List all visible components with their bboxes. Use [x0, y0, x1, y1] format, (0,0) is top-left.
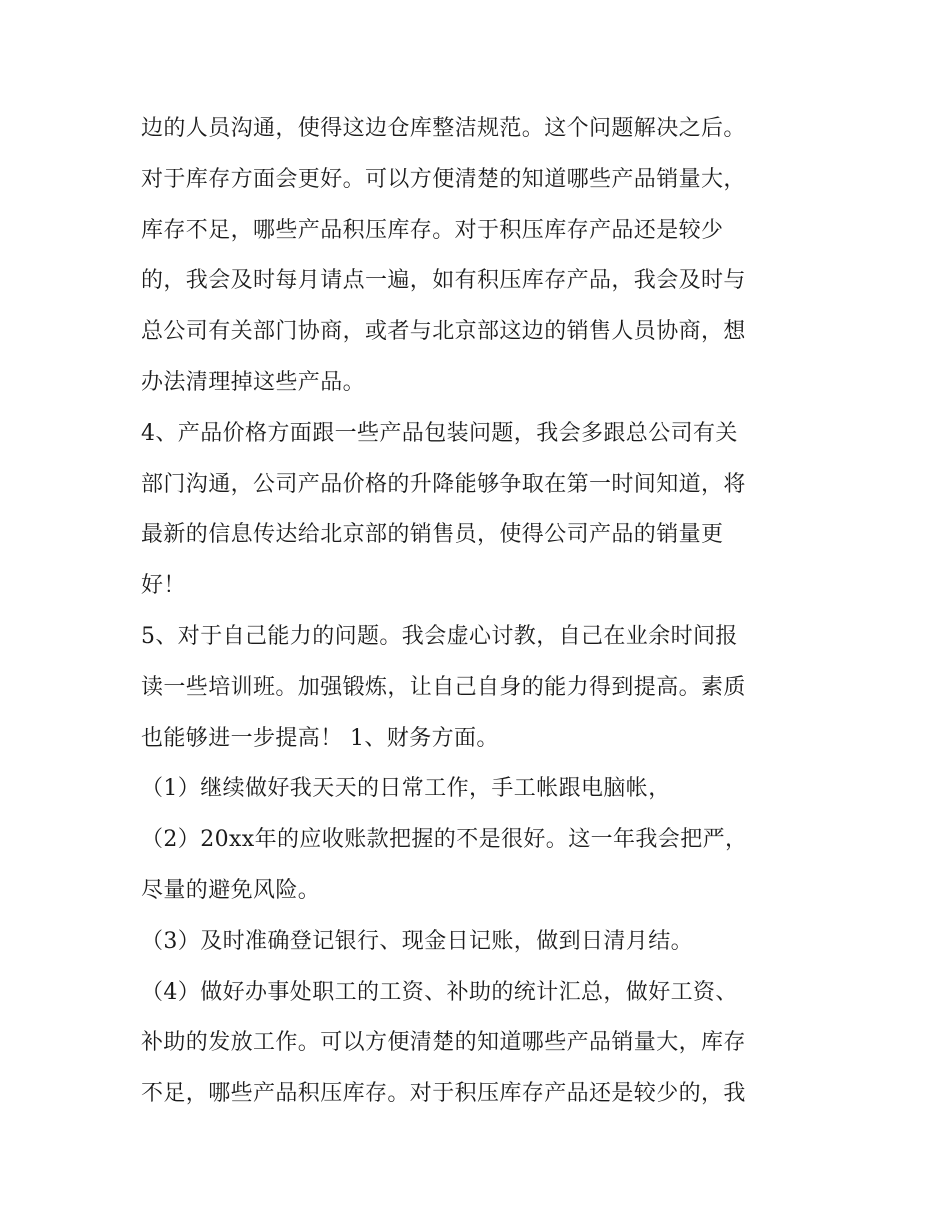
text-line: 办法清理掉这些产品。	[141, 369, 366, 395]
text-line: （3）及时准确登记银行、现金日记账，做到日清月结。	[141, 928, 693, 954]
text-line: 读一些培训班。加强锻炼，让自己自身的能力得到提高。素质	[141, 674, 746, 700]
text-line: （4）做好办事处职工的工资、补助的统计汇总，做好工资、	[141, 979, 738, 1005]
text-line: 最新的信息传达给北京部的销售员，使得公司产品的销量更	[141, 522, 724, 548]
text-line: 部门沟通，公司产品价格的升降能够争取在第一时间知道，将	[141, 471, 746, 497]
text-line: 好！	[141, 573, 186, 599]
text-line: 总公司有关部门协商，或者与北京部这边的销售人员协商，想	[141, 319, 746, 345]
text-line: 5、对于自己能力的问题。我会虚心讨教，自己在业余时间报	[141, 623, 738, 649]
document-body	[141, 104, 821, 1120]
text-line: 对于库存方面会更好。可以方便清楚的知道哪些产品销量大，	[141, 166, 746, 192]
text-line: 边的人员沟通，使得这边仓库整洁规范。这个问题解决之后。	[141, 116, 746, 141]
text-line: （1）继续做好我天天的日常工作，手工帐跟电脑帐，	[141, 776, 671, 802]
text-line: 4、产品价格方面跟一些产品包装问题，我会多跟总公司有关	[141, 420, 738, 446]
text-line: （2）20xx年的应收账款把握的不是很好。这一年我会把严，	[141, 827, 748, 853]
text-line: 尽量的避免风险。	[141, 877, 321, 903]
text-line: 库存不足，哪些产品积压库存。对于积压库存产品还是较少	[141, 217, 724, 243]
text-line: 不足，哪些产品积压库存。对于积压库存产品还是较少的，我	[141, 1081, 746, 1107]
text-line: 补助的发放工作。可以方便清楚的知道哪些产品销量大，库存	[141, 1030, 746, 1056]
text-line: 也能够进一步提高！ 1、财务方面。	[141, 725, 499, 751]
text-line: 的，我会及时每月请点一遍，如有积压库存产品，我会及时与	[141, 268, 746, 294]
